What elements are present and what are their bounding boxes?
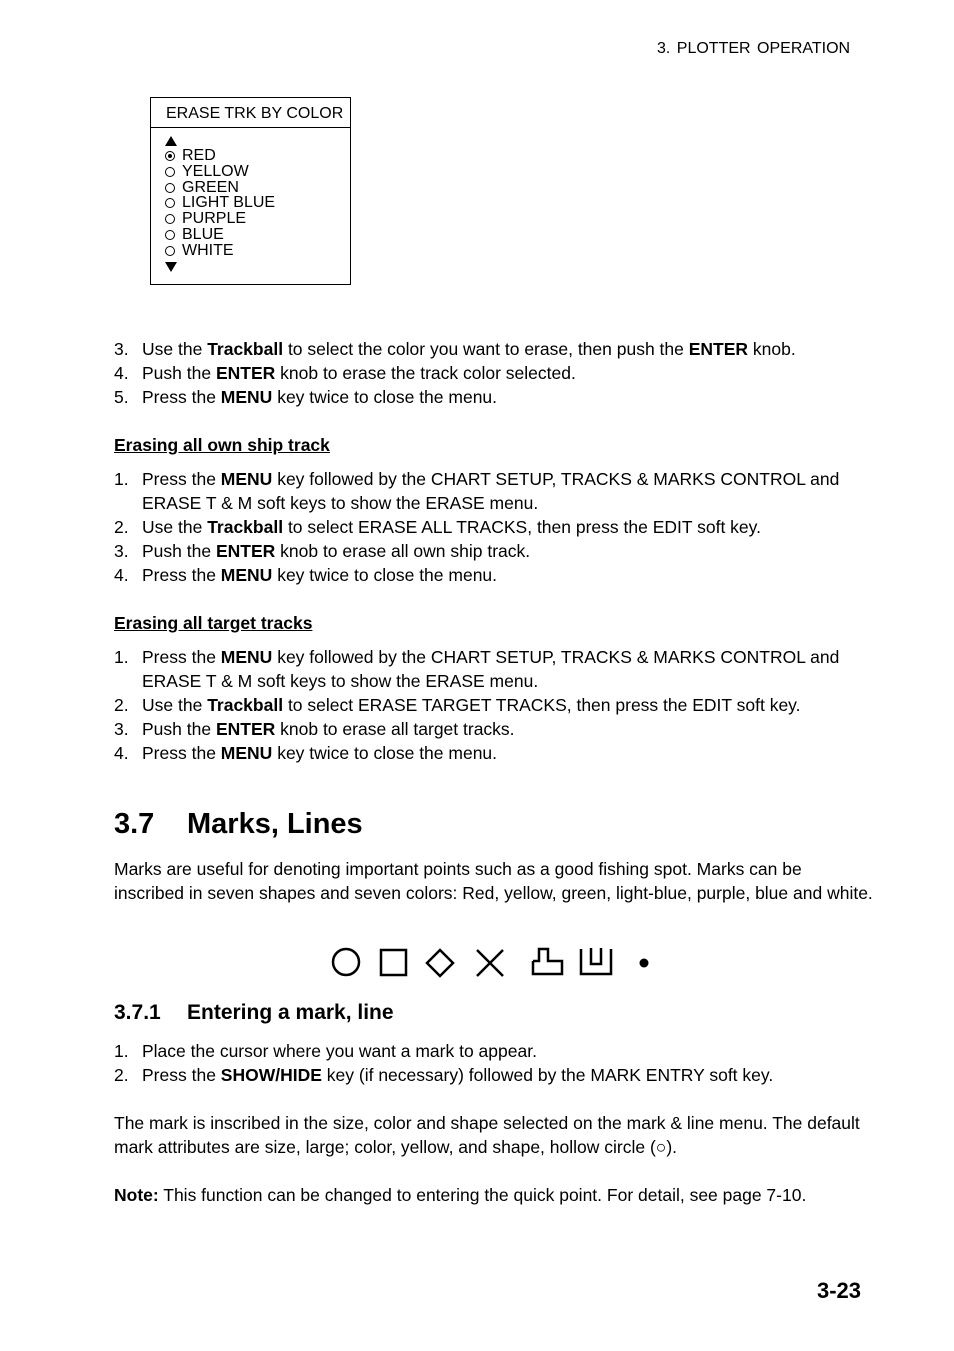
step-text: knob to erase all own ship track. xyxy=(275,541,531,561)
step-number: 3. xyxy=(114,719,129,739)
note-text: This function can be changed to entering the quick point. For detail, see page 7-10. xyxy=(158,1185,807,1205)
note-paragraph xyxy=(114,1183,874,1207)
step-text: Press the xyxy=(142,1065,221,1085)
step-number: 2. xyxy=(114,1065,129,1085)
radio-icon[interactable] xyxy=(165,230,175,240)
dot-mark-icon xyxy=(640,959,649,968)
section-intro: Marks are useful for denoting important points such as a good fishing spot. Marks can be inscribed in seven shapes and seven colors: Red, yellow, green, light-blue, purple, blue and white. xyxy=(114,859,873,903)
step-number: 4. xyxy=(114,565,129,585)
steps-erase-by-color xyxy=(114,337,874,409)
color-option-label: LIGHT BLUE xyxy=(182,194,276,212)
subsection-target-tracks xyxy=(114,611,874,765)
section-heading: 3.7 Marks, Lines xyxy=(114,808,363,840)
step-item xyxy=(114,467,874,515)
step-text: to select ERASE TARGET TRACKS, then press the EDIT soft key. xyxy=(283,695,801,715)
color-option-label: RED xyxy=(182,147,216,164)
subsection-heading-3-7-1: 3.7.1 Entering a mark, line xyxy=(114,1001,394,1024)
step-text: key twice to close the menu. xyxy=(272,565,498,585)
key-name: Trackball xyxy=(207,517,284,537)
step-text: Press the xyxy=(142,469,221,489)
circle-mark-icon xyxy=(333,949,359,975)
mark-attributes-paragraph: The mark is inscribed in the size, color and shape selected on the mark & line menu. The default mark attributes are size, large; color, yellow, and shape, hollow circle (○). xyxy=(114,1113,860,1157)
step-text: Press the xyxy=(142,647,221,667)
step-text: Press the xyxy=(142,743,221,763)
step-text: Push the xyxy=(142,363,216,383)
radio-icon[interactable] xyxy=(165,246,175,256)
step-text: Press the xyxy=(142,387,221,407)
key-name: MENU xyxy=(220,469,273,489)
menu-title: ERASE TRK BY COLOR xyxy=(151,98,350,128)
step-number: 4. xyxy=(114,743,129,763)
step-item xyxy=(114,563,874,587)
step-item xyxy=(114,361,874,385)
step-text: Push the xyxy=(142,541,216,561)
running-header: 3. PLOTTER OPERATION xyxy=(657,40,851,57)
page-number: 3-23 xyxy=(817,1278,862,1303)
step-item xyxy=(114,1063,874,1087)
radio-icon[interactable] xyxy=(165,183,175,193)
color-option-label: WHITE xyxy=(182,241,234,259)
square-mark-icon xyxy=(381,950,406,975)
step-item xyxy=(114,717,874,741)
step-number: 2. xyxy=(114,695,129,715)
key-name: Trackball xyxy=(207,695,284,715)
flag-mark-icon xyxy=(581,948,611,974)
subsection-heading: Erasing all target tracks xyxy=(114,613,313,633)
subsection-heading: Erasing all own ship track xyxy=(114,435,330,455)
key-name: MENU xyxy=(220,647,273,667)
step-number: 1. xyxy=(114,469,129,489)
step-item xyxy=(114,385,874,409)
step-text: Use the xyxy=(142,517,208,537)
step-item xyxy=(114,1039,874,1063)
color-option-label: GREEN xyxy=(182,178,239,196)
x-mark-icon xyxy=(477,950,503,976)
step-number: 2. xyxy=(114,517,129,537)
key-name: ENTER xyxy=(688,339,749,359)
step-text: to select the color you want to erase, then push the xyxy=(283,339,689,359)
subsection-own-ship-track xyxy=(114,433,874,587)
step-item xyxy=(114,337,874,361)
step-text: knob to erase all target tracks. xyxy=(275,719,515,739)
key-name: MENU xyxy=(220,387,273,407)
radio-selected-icon[interactable] xyxy=(165,151,175,161)
step-number: 1. xyxy=(114,1041,129,1061)
radio-icon[interactable] xyxy=(165,214,175,224)
scroll-down-arrow-icon[interactable] xyxy=(165,262,177,272)
step-item xyxy=(114,539,874,563)
mark-shapes-row xyxy=(328,944,658,980)
key-name: ENTER xyxy=(215,541,276,561)
step-text: Place the cursor where you want a mark to appear. xyxy=(142,1041,537,1061)
scroll-up-arrow-icon[interactable] xyxy=(165,136,177,146)
step-text: knob. xyxy=(748,339,796,359)
step-text: to select ERASE ALL TRACKS, then press the EDIT soft key. xyxy=(283,517,761,537)
step-text: key twice to close the menu. xyxy=(272,743,498,763)
color-option-label: PURPLE xyxy=(182,210,247,228)
step-text: Push the xyxy=(142,719,216,739)
steps-entering-mark xyxy=(114,1039,874,1087)
fish-mark-icon xyxy=(533,949,562,974)
diamond-mark-icon xyxy=(427,950,453,976)
key-name: MENU xyxy=(220,743,273,763)
step-text: Use the xyxy=(142,695,208,715)
step-item xyxy=(114,741,874,765)
key-name: SHOW/HIDE xyxy=(220,1065,322,1085)
color-option-label: BLUE xyxy=(182,225,224,243)
step-item xyxy=(114,515,874,539)
step-number: 4. xyxy=(114,363,129,383)
step-number: 5. xyxy=(114,387,129,407)
key-name: ENTER xyxy=(215,363,276,383)
step-text: key followed by the CHART SETUP, TRACKS & MARKS CONTROL and ERASE T & M soft keys to show the ERASE menu. xyxy=(142,647,840,691)
step-text: Use the xyxy=(142,339,208,359)
step-text: Press the xyxy=(142,565,221,585)
step-item xyxy=(114,645,874,693)
color-option-label: YELLOW xyxy=(182,162,249,180)
key-name: Trackball xyxy=(207,339,284,359)
step-text: key (if necessary) followed by the MARK ENTRY soft key. xyxy=(321,1065,774,1085)
step-item xyxy=(114,693,874,717)
step-number: 3. xyxy=(114,339,129,359)
erase-trk-by-color-menu xyxy=(150,97,351,285)
key-name: ENTER xyxy=(215,719,276,739)
key-name: MENU xyxy=(220,565,273,585)
step-text: key followed by the CHART SETUP, TRACKS & MARKS CONTROL and ERASE T & M soft keys to show the ERASE menu. xyxy=(142,469,840,513)
step-text: knob to erase the track color selected. xyxy=(275,363,576,383)
step-text: key twice to close the menu. xyxy=(272,387,498,407)
step-number: 3. xyxy=(114,541,129,561)
radio-icon[interactable] xyxy=(165,198,175,208)
step-number: 1. xyxy=(114,647,129,667)
radio-icon[interactable] xyxy=(165,167,175,177)
note-label: Note: xyxy=(114,1185,159,1205)
